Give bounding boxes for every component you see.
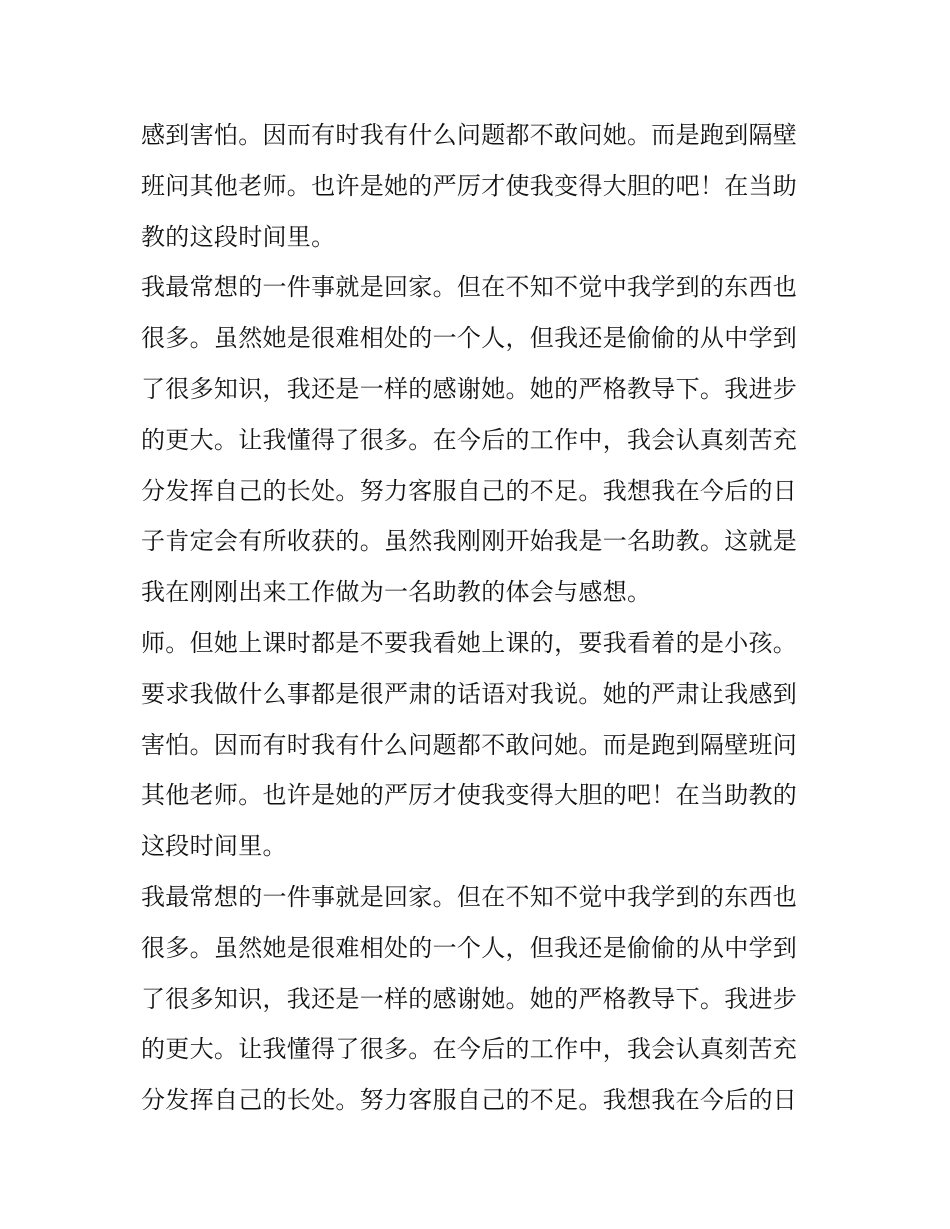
text-line: 很多。虽然她是很难相处的一个人，但我还是偷偷的从中学到 (141, 324, 798, 353)
text-line: 我最常想的一件事就是回家。但在不知不觉中我学到的东西也 (141, 882, 798, 911)
text-line: 感到害怕。因而有时我有什么问题都不敢问她。而是跑到隔壁 (141, 121, 798, 149)
text-line: 我在刚刚出来工作做为一名助教的体会与感想。 (141, 578, 652, 607)
text-line: 害怕。因而有时我有什么问题都不敢问她。而是跑到隔壁班问 (141, 730, 798, 759)
text-line: 教的这段时间里。 (141, 222, 336, 251)
text-line: 了很多知识，我还是一样的感谢她。她的严格教导下。我进步 (141, 984, 798, 1013)
text-line: 很多。虽然她是很难相处的一个人，但我还是偷偷的从中学到 (141, 933, 798, 962)
document-body (141, 110, 821, 1126)
text-line: 子肯定会有所收获的。虽然我刚刚开始我是一名助教。这就是 (141, 527, 798, 556)
text-line: 分发挥自己的长处。努力客服自己的不足。我想我在今后的日 (141, 476, 798, 505)
text-line: 师。但她上课时都是不要我看她上课的，要我看着的是小孩。 (141, 628, 798, 657)
text-line: 我最常想的一件事就是回家。但在不知不觉中我学到的东西也 (141, 273, 798, 302)
text-line: 班问其他老师。也许是她的严厉才使我变得大胆的吧！在当助 (141, 171, 798, 200)
text-line: 分发挥自己的长处。努力客服自己的不足。我想我在今后的日 (141, 1086, 798, 1115)
text-line: 这段时间里。 (141, 832, 287, 861)
text-line: 要求我做什么事都是很严肃的话语对我说。她的严肃让我感到 (141, 679, 798, 708)
text-line: 其他老师。也许是她的严厉才使我变得大胆的吧！在当助教的 (141, 781, 798, 810)
text-line: 的更大。让我懂得了很多。在今后的工作中，我会认真刻苦充 (141, 1035, 798, 1064)
text-line: 了很多知识，我还是一样的感谢她。她的严格教导下。我进步 (141, 374, 798, 403)
text-line: 的更大。让我懂得了很多。在今后的工作中，我会认真刻苦充 (141, 425, 798, 454)
